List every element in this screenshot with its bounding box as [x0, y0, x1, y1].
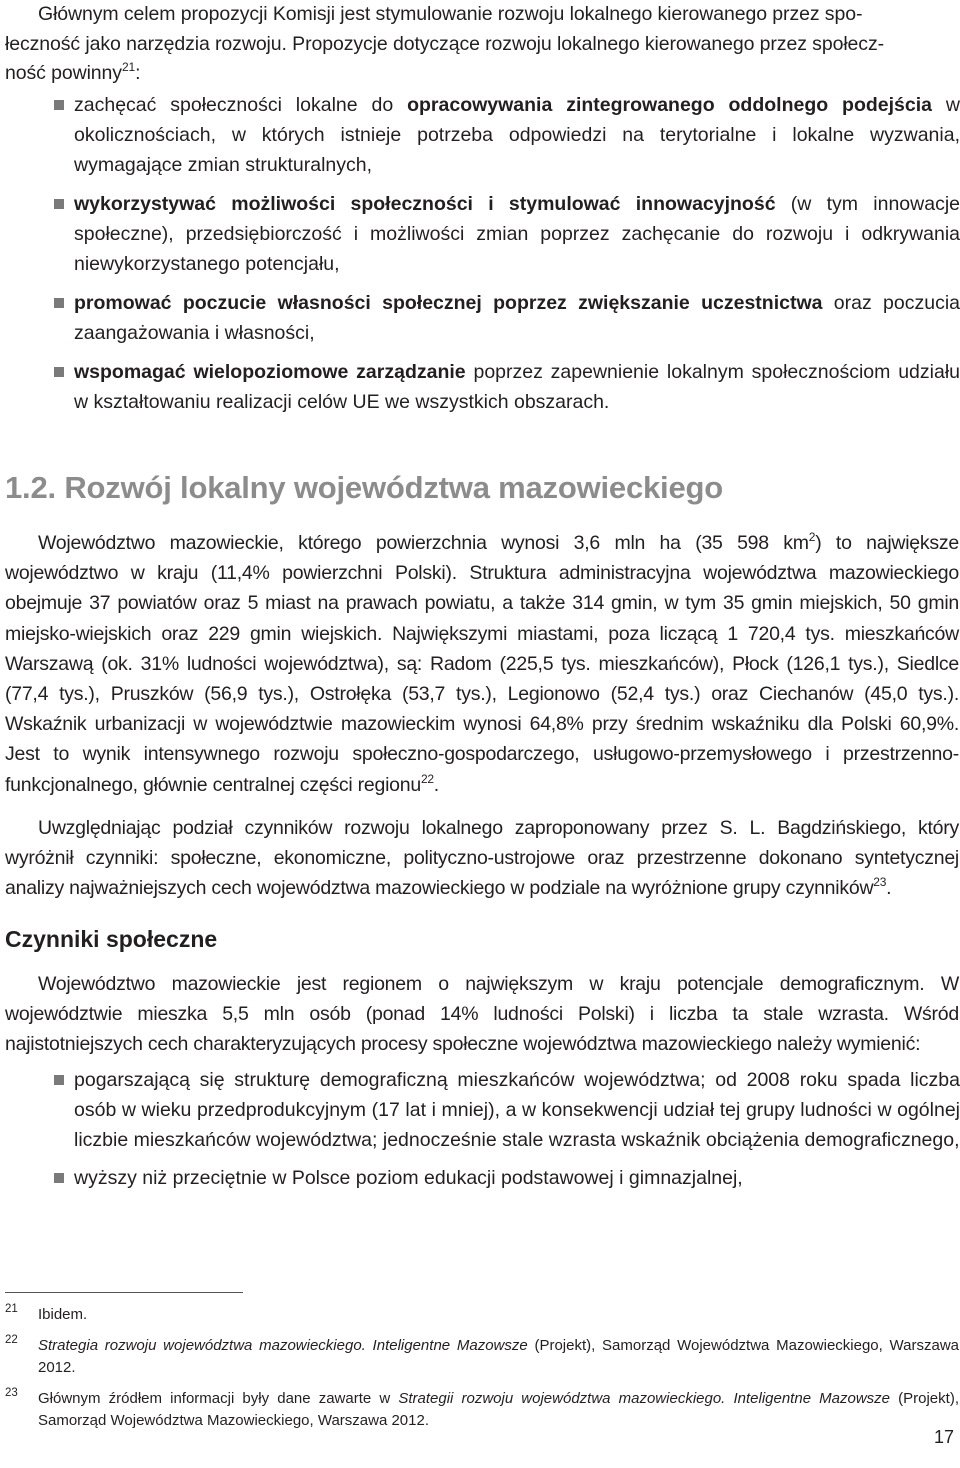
section-title: Rozwój lokalny województwa mazowieckiego: [64, 470, 723, 505]
square-bullet-icon: [54, 298, 64, 308]
intro-paragraph: [5, 0, 958, 89]
section-number: 1.2.: [5, 470, 56, 505]
footnote-ref-23[interactable]: 23: [873, 875, 887, 890]
superscript: 2: [808, 530, 816, 544]
footnote-21: 21 Ibidem.: [5, 1303, 88, 1323]
page-number: 17: [933, 1427, 954, 1447]
paragraph-voivodeship: Województwo mazowieckie, którego powierzchnia wynosi 3,6 mln ha (35 598 $km^2$) to największe województwo w kraju (11,4% powierzchni Polski). Struktura administracyjna województwa mazowieckiego obejmuje 37 powiatów oraz 5 miast na prawach powiatu, a także 314 gmin, w tym 35 gmin miejskich, 50 gmin miejsko-wiejskich oraz 229 gmin wiejskich. Największymi miastami, poza liczącą 1 720,4 tys. mieszkańców Warszawą (ok. 31% ludności województwa), są: Radom (225,5 tys. mieszkańców), Płock (126,1 tys.), Siedlce (77,4 tys.), Pruszków (56,9 tys.), Ostrołęka (53,7 tys.), Legionowo (52,4 tys.) oraz Ciechanów (45,0 tys.). Wskaźnik urbanizacji w województwie mazowieckim wynosi 64,8% przy średnim wskaźniku dla Polski 60,9%. Jest to wynik intensywnego rozwoju społeczno-gospodarczego, usługowo-przemysłowego i przestrzenno-funkcjonalnego, głównie centralnej części regionu$^{22}$.: [5, 530, 960, 796]
footnote-22: 22 Strategia rozwoju województwa mazowieckiego. Inteligentne Mazowsze (Projekt), Samorząd Województwa Mazowieckiego, Warszawa 2012.: [5, 1333, 960, 1376]
list-item: zachęcać społeczności lokalne do opracowywania zintegrowanego oddolnego podejścia w okolicznościach, w których istnieje potrzeba odpowiedzi na terytorialne i lokalne wyzwania, wymagające zmian strukturalnych,: [38, 90, 960, 180]
square-bullet-icon: [54, 199, 64, 209]
square-bullet-icon: [54, 100, 64, 110]
intro-line-3: ność powinny$^{21}$:: [5, 60, 141, 84]
footnotes: [5, 1304, 959, 1441]
intro-line-1: Głównym celem propozycji Komisji jest stymulowanie rozwoju lokalnego kierowanego przez spo-: [38, 3, 863, 25]
list-item: pogarszającą się strukturę demograficzną mieszkańców województwa; od 2008 roku spada liczba osób w wieku przedprodukcyjnym (17 lat i mniej), a w konsekwencji udział tej grupy ludności w ogólnej liczbie mieszkańców województwa; jednocześnie stale wzrasta wskaźnik obciążenia demograficznego,: [38, 1065, 960, 1155]
footnote-ref-21[interactable]: 21: [121, 60, 136, 74]
paragraph-factors: Uwzględniając podział czynników rozwoju lokalnego zaproponowany przez S. L. Bagdzińskiego, który wyróżnił czynniki: społeczne, ekonomiczne, polityczno-ustrojowe oraz przestrzenne dokonano syntetycznej analizy najważniejszych cech województwa mazowieckiego w podziale na wyróżnione grupy czynników$^{23}$.: [5, 817, 959, 900]
section-heading: [5, 470, 723, 506]
footnote-23: 23 Głównym źródłem informacji były dane zawarte w Strategii rozwoju województwa mazowieckiego. Inteligentne Mazowsze (Projekt), Samorząd Województwa Mazowieckiego, Warszawa 2012.: [5, 1386, 959, 1429]
intro-line-2: łeczność jako narzędzia rozwoju. Propozycje dotyczące rozwoju lokalnego kierowanego przez społecz-: [5, 32, 884, 55]
list-item: wyższy niż przeciętnie w Polsce poziom edukacji podstawowej i gimnazjalnej,: [38, 1163, 960, 1193]
paragraph-social: Województwo mazowieckie jest regionem o największym w kraju potencjale demograficznym. W województwie mieszka 5,5 mln osób (ponad 14% ludności Polski) i liczba ta stale wzrasta. Wśród najistotniejszych cech charakteryzujących procesy społeczne województwa mazowieckiego należy wymienić:: [5, 973, 959, 1056]
list-item: wspomagać wielopoziomowe zarządzanie poprzez zapewnienie lokalnym społecznościom udziału w kształtowaniu realizacji celów UE we wszystkich obszarach.: [38, 357, 960, 417]
footnote-divider: [5, 1292, 243, 1293]
footnote-ref-22[interactable]: 22: [420, 771, 434, 786]
list-item: promować poczucie własności społecznej poprzez zwiększanie uczestnictwa oraz poczucia zaangażowania i własności,: [38, 288, 960, 348]
list-item: wykorzystywać możliwości społeczności i stymulować innowacyjność (w tym innowacje społeczne), przedsiębiorczość i możliwości zmian poprzez zachęcanie do rozwoju i odkrywania niewykorzystanego potencjału,: [38, 189, 960, 279]
square-bullet-icon: [54, 1075, 64, 1085]
square-bullet-icon: [54, 1173, 64, 1183]
subheading: Czynniki społeczne: [5, 926, 218, 952]
goals-bullet-list: [38, 90, 960, 426]
square-bullet-icon: [54, 367, 64, 377]
social-bullet-list: [38, 1065, 960, 1201]
